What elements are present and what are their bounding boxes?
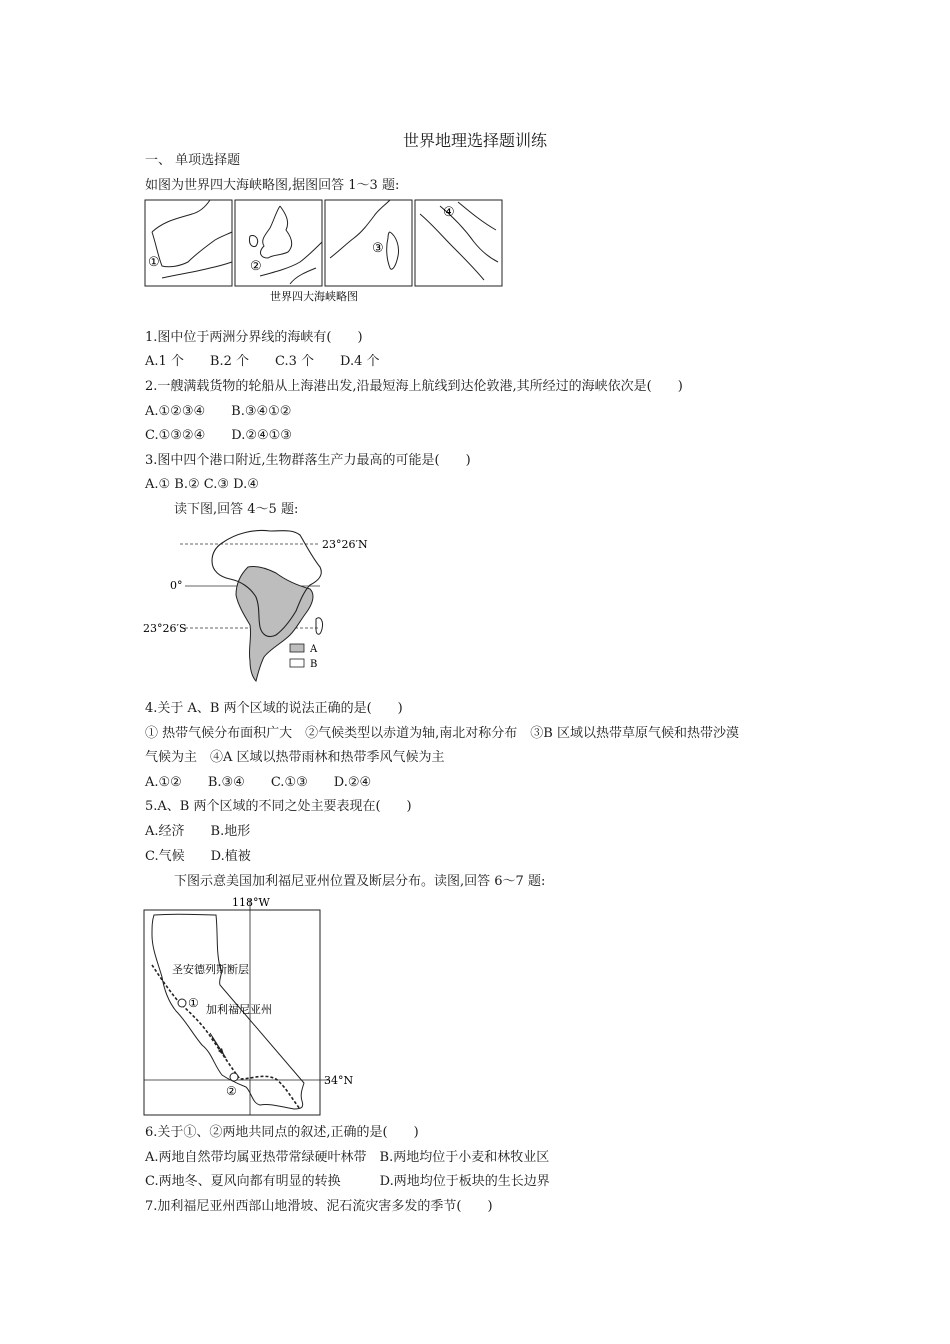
question-1-stem: 1.图中位于两洲分界线的海峡有( ) [145, 330, 363, 345]
madagascar-shape [316, 618, 323, 635]
question-1-options: A.1 个 B.2 个 C.3 个 D.4 个 [145, 354, 380, 369]
strait-label-3: ③ [372, 241, 384, 256]
point-1-label: ① [188, 996, 199, 1010]
strait-label-4: ④ [443, 205, 455, 220]
question-4-stem: 4.关于 A、B 两个区域的说法正确的是( ) [145, 701, 403, 716]
strait-panel-4 [415, 200, 502, 286]
question-4-options: A.①② B.③④ C.①③ D.②④ [145, 775, 372, 790]
parallel-label: 34°N [324, 1074, 354, 1087]
continents-figure [140, 525, 390, 690]
question-7-stem: 7.加利福尼亚州西部山地滑坡、泥石流灾害多发的季节( ) [145, 1199, 493, 1214]
strait-panel-3 [325, 200, 412, 286]
point-2-label: ② [226, 1084, 237, 1098]
fault-label: 圣安德列斯断层 [172, 963, 249, 976]
fault-arrow-2 [212, 1037, 226, 1058]
legend-a-label: A [310, 644, 318, 655]
strait-panel-2 [235, 200, 322, 286]
state-label: 加利福尼亚州 [206, 1003, 272, 1016]
meridian-label: 118°W [232, 896, 270, 909]
page-title: 世界地理选择题训练 [402, 131, 547, 150]
question-6-stem: 6.关于①、②两地共同点的叙述,正确的是( ) [145, 1125, 419, 1140]
point-2-marker [230, 1073, 238, 1081]
question-6-options-cd: C.两地冬、夏风向都有明显的转换 D.两地均位于板块的生长边界 [145, 1174, 550, 1189]
question-5-stem: 5.A、B 两个区域的不同之处主要表现在( ) [145, 799, 412, 814]
question-6-options-ab: A.两地自然带均属亚热带常绿硬叶林带 B.两地均位于小麦和林牧业区 [145, 1150, 550, 1165]
strait-label-1: ① [148, 255, 160, 270]
california-figure [140, 893, 370, 1123]
question-2-options-ab: A.①②③④ B.③④①② [145, 404, 292, 419]
question-3-options: A.① B.② C.③ D.④ [145, 477, 259, 492]
straits-caption: 世界四大海峡略图 [270, 290, 358, 303]
question-4-statement-2: 气候为主 ④A 区域以热带雨林和热带季风气候为主 [145, 750, 445, 765]
lat-label-south: 23°26′S [143, 622, 187, 635]
question-2-options-cd: C.①③②④ D.②④①③ [145, 428, 292, 443]
question-2-stem: 2.一艘满载货物的轮船从上海港出发,沿最短海上航线到达伦敦港,其所经过的海峡依次是( ) [145, 379, 683, 394]
lat-label-north: 23°26′N [322, 538, 368, 551]
legend-b-label: B [310, 659, 318, 670]
intro-text-3: 下图示意美国加利福尼亚州位置及断层分布。读图,回答 6～7 题: [174, 874, 546, 889]
point-1-marker [178, 999, 186, 1007]
question-3-stem: 3.图中四个港口附近,生物群落生产力最高的可能是( ) [145, 453, 471, 468]
lat-label-equator: 0° [170, 579, 183, 592]
intro-text-2: 读下图,回答 4～5 题: [174, 502, 299, 517]
question-5-options-cd: C.气候 D.植被 [145, 849, 251, 864]
legend-b-swatch [290, 659, 304, 667]
intro-text-1: 如图为世界四大海峡略图,据图回答 1～3 题: [145, 178, 400, 193]
legend-a-swatch [290, 644, 304, 652]
question-5-options-ab: A.经济 B.地形 [145, 824, 251, 839]
strait-label-2: ② [250, 259, 262, 274]
question-4-statement-1: ① 热带气候分布面积广大 ②气候类型以赤道为轴,南北对称分布 ③B 区域以热带草原气候和热带沙漠 [145, 726, 739, 741]
section-heading: 一、 单项选择题 [145, 153, 241, 168]
straits-figure [140, 196, 510, 308]
